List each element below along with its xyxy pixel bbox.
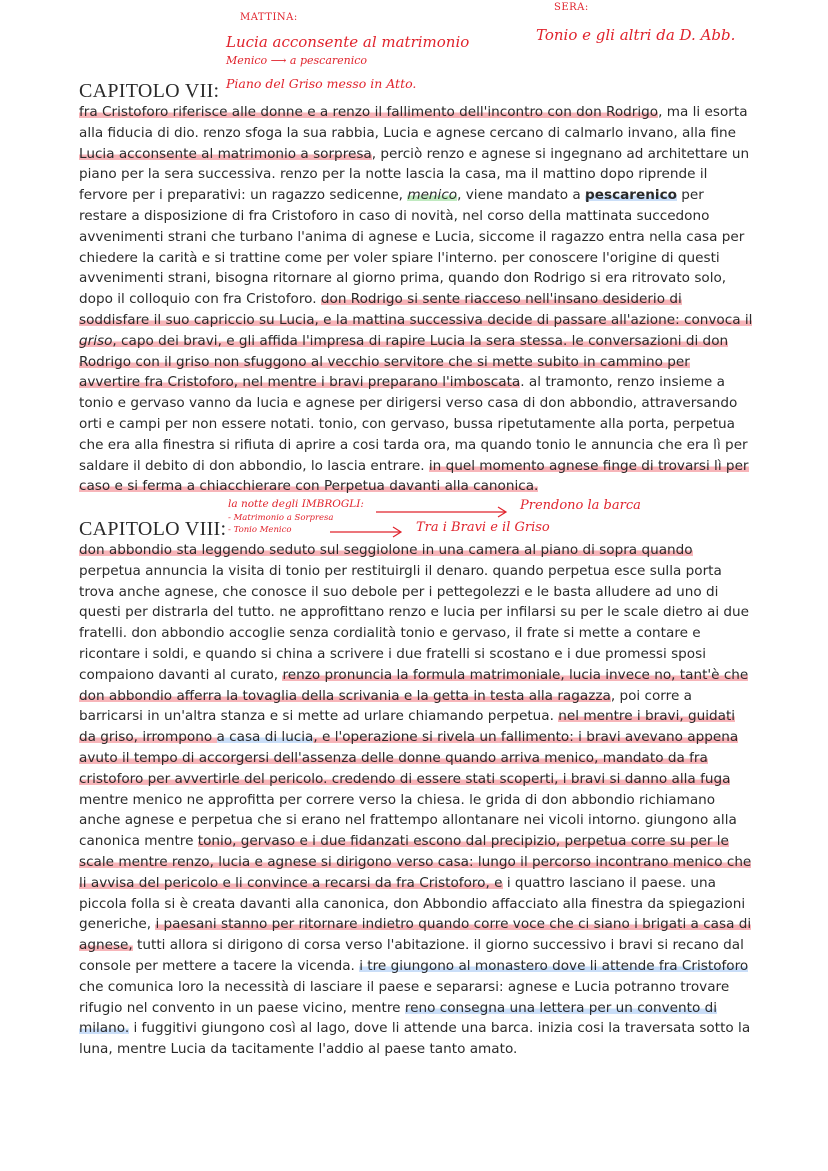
ch7-highlight-3: Lucia acconsente al matrimonio a sorpresa xyxy=(79,145,372,162)
ch8-highlight-15: reno consegna una lettera per un convento di milano. xyxy=(79,999,718,1037)
annotation-mattina-title: MATTINA: xyxy=(240,12,298,23)
ch8-highlight-11: i paesani stanno per ritornare indietro quando corre voce che ci siano i brigati a casa di agnese, xyxy=(79,916,752,954)
ch7-highlight-9: don Rodrigo si sente riacceso nell'insano desiderio di soddisfare il suo capriccio su Lucia, e la mattina successiva decide di passare all'azione: convoca il xyxy=(79,291,753,328)
annotation-mattina-line2: Menico ⟶ a pescarenico xyxy=(226,54,368,67)
ch8-highlight-9: tonio, gervaso e i due fidanzati escono dal precipizio, perpetua corre su per le scale mentre renzo, lucia e agnese si dirigono verso casa: lungo il percorso incontrano menico che li avvisa del pericolo e li convince a recarsi da fra Cristoforo, e xyxy=(79,833,752,891)
ch7-highlight-griso: griso xyxy=(79,332,113,349)
chapter-8-text xyxy=(79,540,754,1060)
ch8-text-10: i quattro lasciano il paese. una piccola folla si è creata davanti alla canonica, don Abbondio affacciato alla finestra da spiegazioni generiche, xyxy=(79,874,746,933)
annotation-notte: la notte degli IMBROGLI: xyxy=(228,498,364,510)
annotation-sera-title: SERA: xyxy=(554,2,589,13)
ch8-text-16: i fuggitivi giungono così al lago, dove li attende una barca. inizia cosi la traversata sotto la luna, mentre Lucia da tacitamente l'addio al paese tanto amato. xyxy=(79,1020,751,1058)
ch7-highlight-pescarenico: pescarenico xyxy=(585,187,677,204)
ch7-text-4: , perciò renzo e agnese si ingegnano ad architettare un piano per la sera successiva. renzo per la notte lascia la casa, ma il mattino dopo riprende il fervore per i preparativi: un ragazzo sedicenne, xyxy=(79,145,750,204)
ch8-highlight-1: don abbondio sta leggendo seduto sul seggiolone in una camera al piano di sopra quando xyxy=(79,542,693,558)
ch7-highlight-13: in quel momento agnese finge di trovarsi lì per caso e si ferma a chiacchierare con Perpetua davanti alla canonica. xyxy=(79,457,749,495)
ch8-highlight-6: a casa di lucia xyxy=(216,729,314,746)
ch7-text-12: . al tramonto, renzo insieme a tonio e gervaso vanno da lucia e agnese per dirigersi verso casa di don abbondio, attraversando orti e campi per non essere notati. tonio, con gervaso, bussa ripetutamente alla porta, perpetua che era alla finestra si rifiuta di aprire a cosi tarda ora, ma quando tonio le annuncia che era lì per saldare il debito di don abbondio, lo lascia entrare. xyxy=(79,374,748,474)
ch8-highlight-7: , e l'operazione si rivela un fallimento: i bravi avevano appena avuto il tempo di accorgersi dell'assenza delle donne quando arriva menico, mandato da fra cristoforo per avvertirle del pericolo. credendo di essere stati scoperti, i bravi si danno alla fuga xyxy=(79,729,739,787)
ch7-highlight-1: fra Cristoforo riferisce alle donne e a renzo il fallimento dell'incontro con don Rodrigo xyxy=(79,104,659,120)
annotation-notte-sub2: - Tonio Menico xyxy=(228,525,292,535)
ch7-text-6: , viene mandato a xyxy=(457,187,586,204)
ch8-text-4: , poi corre a barricarsi in un'altra stanza e si mette ad urlare chiamando perpetua. xyxy=(79,687,692,725)
ch7-highlight-menico: menico xyxy=(407,187,458,204)
ch8-text-12: tutti allora si dirigono di corsa verso l'abitazione. il giorno successivo i bravi si recano dal console per mettere a tacere la vicenda. xyxy=(79,937,744,974)
ch7-text-2: , ma li esorta alla fiducia di dio. renzo sfoga la sua rabbia, Lucia e agnese cercano di calmarlo invano, alla fine xyxy=(79,104,748,141)
annotation-sera-line1: Tonio e gli altri da D. Abb. xyxy=(536,26,736,44)
annotation-notte-sub1: - Matrimonio a Sorpresa xyxy=(228,513,334,523)
ch8-highlight-3: renzo pronuncia la formula matrimoniale, lucia invece no, tant'è che don abbondio afferra la tovaglia della scrivania e la getta in testa alla ragazza xyxy=(79,666,749,704)
chapter-8-title: CAPITOLO VIII: xyxy=(79,518,227,540)
ch8-text-8: mentre menico ne approfitta per correre verso la chiesa. le grida di don abbondio richiamano anche agnese e perpetua che si erano nel frattempo allontanare nei vicoli intorno. giungono alla canonica mentre xyxy=(79,791,737,850)
ch8-text-14: che comunica loro la necessità di lasciare il paese e separarsi: agnese e Lucia potranno trovare rifugio nel convento in un paese vicino, mentre xyxy=(79,978,730,1016)
ch7-highlight-11: , capo dei bravi, e gli affida l'impresa di rapire Lucia la sera stessa. le conversazioni di don Rodrigo con il griso non sfuggono al vecchio servitore che si mette subito in cammino per avvertire fra Cristoforo, nel mentre i bravi preparano l'imboscata xyxy=(79,332,729,391)
ch8-highlight-13: i tre giungono al monastero dove li attende fra Cristoforo xyxy=(359,957,749,974)
annotation-mattina-line3: Piano del Griso messo in Atto. xyxy=(226,76,417,91)
annotation-notte-arrow1: Prendono la barca xyxy=(520,498,641,513)
ch8-text-2: perpetua annuncia la visita di tonio per restituirgli il denaro. quando perpetua esce sulla porta trova anche agnese, che conosce il suo debole per i pettegolezzi e le basta alludere ad uno di questi per distrarla del tutto. ne approfittano renzo e lucia per infilarsi su per le scale dietro ai due fratelli. don abbondio accoglie senza cordialità tonio e gervaso, il frate si mette a contare e ricontare i soldi, e quando si china a scrivere i due fratelli si scostano e i due promessi sposi compaiono davanti al curato, xyxy=(79,562,750,683)
ch7-text-8: per restare a disposizione di fra Cristoforo in caso di novità, nel corso della mattinata succedono avvenimenti strani che turbano l'anima di agnese e Lucia, siccome il ragazzo entra nella casa per chiedere la carità e si trattine come per voler spiare l'interno. per conoscere l'origine di questi avvenimenti strani, bisogna ritornare al giorno prima, quando don Rodrigo si era ritrovato solo, dopo il colloquio con fra Cristoforo. xyxy=(79,187,745,308)
chapter-7-title: CAPITOLO VII: xyxy=(79,80,220,102)
ch8-highlight-5: nel mentre i bravi, guidati da griso, irrompono xyxy=(79,708,736,746)
annotation-notte-arrow2: Tra i Bravi e il Griso xyxy=(416,520,550,535)
annotation-mattina-line1: Lucia acconsente al matrimonio xyxy=(226,33,470,51)
